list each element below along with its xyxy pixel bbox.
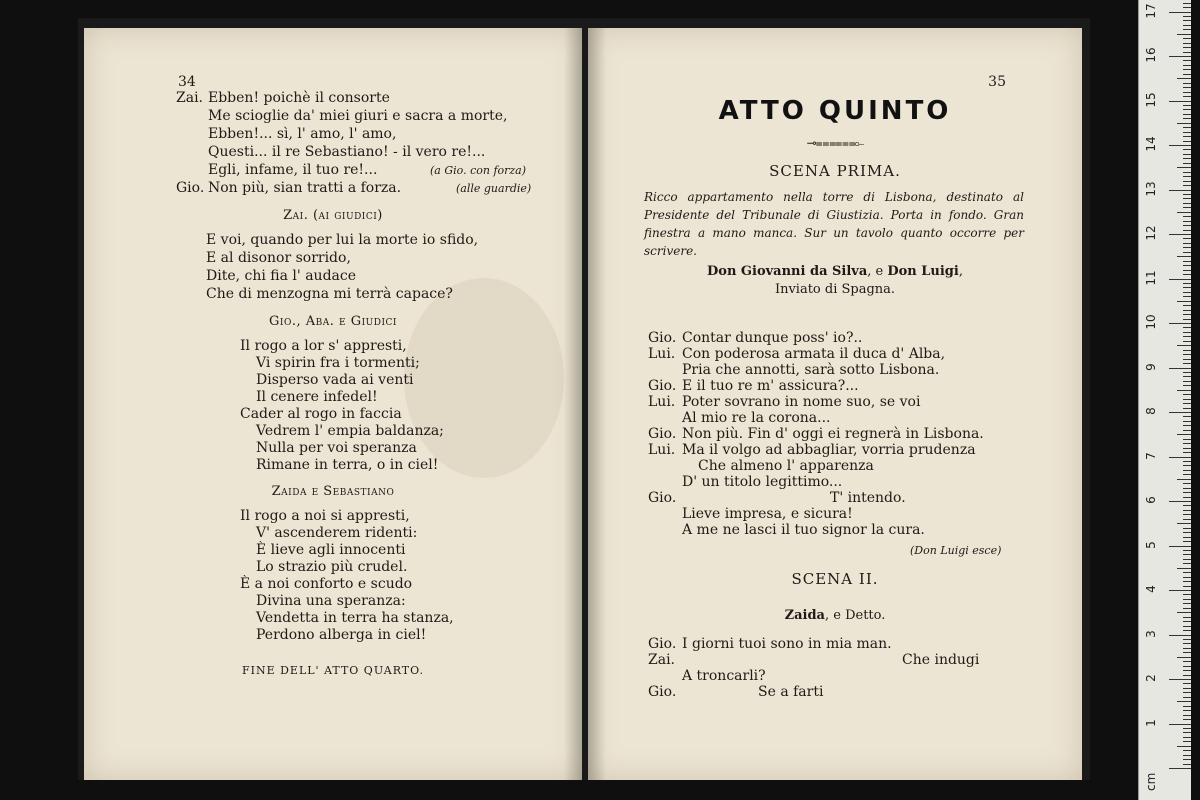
ruler-tick (1183, 715, 1191, 716)
ruler-tick (1183, 16, 1191, 17)
speaker: Gio. (648, 636, 677, 652)
ruler-tick (1183, 341, 1191, 342)
verse-line: Il rogo a noi si appresti, (240, 508, 410, 524)
verse-line: Cader al rogo in faccia (240, 406, 402, 422)
speaker: Gio. (648, 378, 677, 394)
dialogue-line: Ebben!... sì, l' amo, l' amo, (208, 126, 397, 142)
verse-line: Lo strazio più crudel. (256, 559, 408, 575)
ruler-tick (1183, 92, 1191, 93)
ruler-tick (1169, 234, 1191, 235)
ruler-tick (1183, 74, 1191, 75)
ruler-tick (1183, 296, 1191, 297)
verse-line: Dite, chi fia l' audace (206, 268, 357, 284)
ruler-tick (1183, 572, 1191, 573)
verse-line: Il cenere infedel! (256, 389, 378, 405)
ruler-tick (1183, 181, 1191, 182)
dialogue-line: Che almeno l' apparenza (698, 458, 874, 474)
ruler-tick (1183, 563, 1191, 564)
ruler-tick (1183, 648, 1191, 649)
ruler-number: 2 (1144, 674, 1158, 682)
ruler-tick (1183, 474, 1191, 475)
act-ending: FINE DELL' ATTO QUARTO. (241, 664, 425, 677)
ruler-tick (1183, 706, 1191, 707)
ruler-tick (1183, 332, 1191, 333)
ruler-tick (1169, 323, 1191, 324)
ruler-number: 15 (1144, 91, 1158, 108)
ruler-tick (1183, 399, 1191, 400)
dialogue-line: D' un titolo legittimo... (682, 474, 843, 490)
ruler-number: 3 (1144, 629, 1158, 638)
scene-description: Ricco appartamento nella torre di Lisbona, destinato al Presidente del Tribunale di Giustizia. Porta in fondo. Gran finestra a mano manca. Sur un tavolo quanto occorre per scrivere. (644, 190, 1024, 258)
dialogue-line: Se a farti (758, 684, 824, 700)
dialogue-line: Egli, infame, il tuo re!... (208, 162, 378, 178)
dialogue-line: I giorni tuoi sono in mia man. (682, 636, 892, 652)
ruler-tick (1183, 136, 1191, 137)
ruler-tick (1183, 510, 1191, 511)
ruler-tick (1183, 238, 1191, 239)
ruler-tick (1183, 247, 1191, 248)
character-name: Zaida (784, 608, 825, 623)
ruler-tick (1183, 310, 1191, 311)
act-title: ATTO QUINTO (718, 96, 952, 126)
ruler-number: 13 (1144, 180, 1158, 197)
ruler-tick (1183, 764, 1191, 765)
ruler-tick (1183, 252, 1191, 253)
characters-separator: , e (867, 264, 888, 279)
dialogue-line: Che indugi (902, 652, 980, 668)
ruler-tick (1183, 519, 1191, 520)
ruler-tick (1183, 439, 1191, 440)
ruler-number: 5 (1144, 540, 1158, 549)
ruler-tick (1183, 666, 1191, 667)
ruler-tick (1183, 69, 1191, 70)
ruler-tick (1183, 554, 1191, 555)
ruler-tick (1183, 470, 1191, 471)
ruler-tick (1183, 225, 1191, 226)
ruler-tick (1183, 319, 1191, 320)
dialogue-line: Ma il volgo ad abbagliar, vorria prudenza (682, 442, 976, 458)
ruler-tick (1183, 688, 1191, 689)
page-number: 35 (988, 74, 1006, 90)
ruler-tick (1183, 3, 1191, 4)
characters-separator: , e Detto. (824, 608, 886, 623)
ruler-tick (1183, 577, 1191, 578)
ruler-tick (1177, 78, 1191, 79)
ruler-tick (1183, 314, 1191, 315)
ruler-tick (1183, 626, 1191, 627)
ruler-tick (1183, 732, 1191, 733)
ruler-tick (1183, 381, 1191, 382)
ruler-tick (1183, 7, 1191, 8)
ruler-tick (1183, 755, 1191, 756)
ruler-tick (1183, 483, 1191, 484)
ruler-tick (1183, 43, 1191, 44)
speaker: Lui. (648, 442, 676, 458)
ruler-tick (1183, 403, 1191, 404)
speaker-heading: Zaida e Sebastiano (271, 484, 395, 499)
verse-line: Vedrem l' empia baldanza; (256, 423, 444, 439)
stage-direction: (Don Luigi esce) (910, 544, 1002, 557)
verse-line: Vendetta in terra ha stanza, (256, 610, 454, 626)
verse-line: Rimane in terra, o in ciel! (256, 457, 439, 473)
ruler-tick (1183, 710, 1191, 711)
ruler-tick (1177, 301, 1191, 302)
characters-line (588, 608, 1082, 623)
ruler-tick (1183, 354, 1191, 355)
ruler-tick (1183, 425, 1191, 426)
ruler-tick (1169, 457, 1191, 458)
ruler-tick (1183, 194, 1191, 195)
ruler-tick (1183, 599, 1191, 600)
right-page (588, 28, 1082, 780)
ruler-number: 7 (1144, 451, 1158, 460)
ruler-tick (1183, 207, 1191, 208)
ruler-tick (1183, 528, 1191, 529)
ruler-tick (1177, 612, 1191, 613)
scene-title: SCENA PRIMA. (769, 162, 901, 180)
ruler-tick (1169, 190, 1191, 191)
dialogue-line: Ebben! poichè il consorte (208, 90, 390, 106)
dialogue-line: E il tuo re m' assicura?... (682, 378, 859, 394)
ruler-tick (1183, 408, 1191, 409)
dialogue-line: Al mio re la corona... (682, 410, 831, 426)
ruler-tick (1183, 87, 1191, 88)
ruler-tick (1169, 679, 1191, 680)
speaker: Lui. (648, 394, 676, 410)
ruler-tick (1183, 492, 1191, 493)
ruler-tick (1169, 145, 1191, 146)
ruler-tick (1183, 697, 1191, 698)
ruler-tick (1183, 675, 1191, 676)
ruler-tick (1177, 212, 1191, 213)
ruler-tick (1183, 586, 1191, 587)
ruler-tick (1183, 741, 1191, 742)
ruler-number: 10 (1144, 314, 1158, 330)
ruler-tick (1183, 750, 1191, 751)
ruler-tick (1183, 608, 1191, 609)
ruler-tick (1183, 692, 1191, 693)
ruler-tick (1177, 434, 1191, 435)
ruler-tick (1183, 488, 1191, 489)
ruler-tick (1183, 221, 1191, 222)
verse-line: Perdono alberga in ciel! (256, 627, 427, 643)
verse-line: Disperso vada ai venti (256, 372, 414, 388)
ruler-tick (1183, 287, 1191, 288)
ruler-tick (1177, 34, 1191, 35)
ruler-tick (1183, 683, 1191, 684)
ruler-tick (1183, 270, 1191, 271)
dialogue-line: Non più. Fin d' oggi ei regnerà in Lisbona. (682, 426, 984, 442)
ruler-tick (1177, 167, 1191, 168)
ruler-tick (1183, 394, 1191, 395)
dialogue-line: T' intendo. (830, 490, 906, 506)
ruler-tick (1183, 550, 1191, 551)
ruler-tick (1183, 728, 1191, 729)
character-name: Don Giovanni da Silva (707, 264, 868, 279)
ruler-tick (1177, 657, 1191, 658)
verse-line: È a noi conforto e scudo (240, 576, 413, 592)
ruler-tick (1183, 532, 1191, 533)
speaker: Gio. (648, 684, 677, 700)
ruler-tick (1169, 412, 1191, 413)
ruler-tick (1183, 127, 1191, 128)
ruler-tick (1183, 430, 1191, 431)
ruler-tick (1183, 652, 1191, 653)
speaker: Gio. (648, 490, 677, 506)
dialogue-line: Pria che annotti, sarà sotto Lisbona. (682, 362, 940, 378)
ruler-tick (1183, 497, 1191, 498)
ruler-tick (1183, 65, 1191, 66)
ruler-tick (1183, 265, 1191, 266)
ruler-tick (1183, 118, 1191, 119)
ruler-tick (1183, 537, 1191, 538)
ruler-tick (1183, 327, 1191, 328)
ruler-tick (1183, 96, 1191, 97)
dialogue-line: Lieve impresa, e sicura! (682, 506, 853, 522)
ruler-tick (1183, 83, 1191, 84)
ruler-tick (1183, 630, 1191, 631)
ruler-tick (1177, 256, 1191, 257)
ruler-tick (1183, 261, 1191, 262)
ruler-tick (1169, 590, 1191, 591)
ruler-tick (1183, 38, 1191, 39)
ruler-tick (1169, 56, 1191, 57)
ruler-tick (1183, 452, 1191, 453)
character-name: Don Luigi (887, 264, 959, 279)
verse-line: Che di menzogna mi terrà capace? (206, 286, 453, 302)
ruler-tick (1177, 479, 1191, 480)
verse-line: Vi spirin fra i tormenti; (256, 355, 420, 371)
dialogue-line: Poter sovrano in nome suo, se voi (682, 394, 921, 410)
verse-line: È lieve agli innocenti (256, 542, 406, 558)
ruler-tick (1183, 60, 1191, 61)
ruler-tick (1183, 230, 1191, 231)
dialogue-line: Questi... il re Sebastiano! - il vero re!... (208, 144, 486, 160)
ruler-tick (1183, 243, 1191, 244)
speaker: Gio. (648, 426, 677, 442)
ruler-tick (1183, 621, 1191, 622)
ruler-number: 6 (1144, 496, 1158, 504)
ruler-tick (1183, 581, 1191, 582)
ruler-tick (1183, 198, 1191, 199)
ruler-tick (1183, 465, 1191, 466)
ruler-tick (1183, 283, 1191, 284)
ruler-tick (1183, 759, 1191, 760)
ruler-tick (1183, 47, 1191, 48)
character-subtitle: Inviato di Spagna. (774, 282, 896, 297)
ruler-tick (1183, 505, 1191, 506)
ruler-tick (1177, 523, 1191, 524)
characters-separator: , (958, 264, 963, 279)
ruler-tick (1183, 52, 1191, 53)
left-page (84, 28, 582, 780)
ruler-tick (1183, 176, 1191, 177)
ruler-tick (1183, 372, 1191, 373)
ruler-tick (1183, 141, 1191, 142)
ruler-tick (1183, 105, 1191, 106)
ruler-number: 16 (1144, 47, 1158, 63)
ruler-tick (1169, 501, 1191, 502)
characters-line (588, 264, 1082, 279)
ruler-number: 9 (1144, 362, 1158, 371)
scene-title: SCENA II. (791, 570, 879, 588)
ruler-tick (1169, 724, 1191, 725)
ruler-tick (1183, 336, 1191, 337)
ruler-number: 4 (1144, 585, 1158, 593)
ruler-tick (1183, 385, 1191, 386)
ruler-tick (1177, 345, 1191, 346)
ruler-tick (1183, 359, 1191, 360)
ruler-tick (1183, 216, 1191, 217)
dialogue-line: Con poderosa armata il duca d' Alba, (682, 346, 946, 362)
ruler-tick (1183, 29, 1191, 30)
ruler-tick (1183, 421, 1191, 422)
ruler-tick (1177, 701, 1191, 702)
ruler-number: 1 (1144, 718, 1158, 727)
ruler-unit: cm (1144, 772, 1158, 791)
ruler-tick (1169, 635, 1191, 636)
ruler-number: 12 (1144, 225, 1158, 241)
ruler-tick (1183, 149, 1191, 150)
speaker-heading: Zai. (ai giudici) (283, 208, 383, 223)
ruler-tick (1183, 719, 1191, 720)
ruler-tick (1177, 390, 1191, 391)
verse-line: E voi, quando per lui la morte io sfido, (206, 232, 479, 248)
ruler-tick (1183, 617, 1191, 618)
ruler-tick (1183, 416, 1191, 417)
verse-line: V' ascenderem ridenti: (256, 525, 418, 541)
dialogue-line: Non più, sian tratti a forza. (208, 180, 402, 196)
verse-line: Il rogo a lor s' appresti, (240, 338, 407, 354)
verse-line: E al disonor sorrido, (206, 250, 351, 266)
ruler-tick (1183, 639, 1191, 640)
open-book (78, 18, 1090, 780)
ruler-tick (1183, 154, 1191, 155)
ruler-tick (1183, 643, 1191, 644)
ruler-tick (1183, 363, 1191, 364)
ruler-tick (1183, 461, 1191, 462)
ruler-tick (1183, 559, 1191, 560)
ruler-tick (1169, 279, 1191, 280)
ruler-tick (1183, 109, 1191, 110)
ruler-tick (1169, 101, 1191, 102)
dialogue-line: Contar dunque poss' io?.. (682, 330, 863, 346)
ruler-tick (1183, 670, 1191, 671)
ruler-tick (1183, 25, 1191, 26)
dialogue-line: Me scioglie da' miei giuri e sacra a morte, (208, 108, 508, 124)
ruler-tick (1183, 737, 1191, 738)
speaker: Gio. (648, 330, 677, 346)
measuring-ruler (1138, 0, 1191, 800)
ruler-tick (1183, 376, 1191, 377)
ruler-tick (1183, 274, 1191, 275)
ruler-tick (1183, 185, 1191, 186)
ruler-tick (1183, 443, 1191, 444)
ruler-tick (1183, 132, 1191, 133)
ruler-tick (1183, 514, 1191, 515)
ruler-tick (1177, 746, 1191, 747)
ruler-tick (1183, 448, 1191, 449)
ruler-tick (1183, 158, 1191, 159)
ruler-tick (1183, 594, 1191, 595)
ruler-tick (1183, 292, 1191, 293)
speaker: Gio. (176, 180, 205, 196)
ruler-number: 14 (1144, 136, 1158, 152)
page-number: 34 (178, 74, 196, 90)
ruler-tick (1169, 368, 1191, 369)
ruler-tick (1177, 123, 1191, 124)
ruler-tick (1183, 350, 1191, 351)
speaker-heading: Gio., Aba. e Giudici (269, 314, 397, 329)
ruler-number: 17 (1144, 2, 1158, 19)
ruler-tick (1183, 541, 1191, 542)
verse-line: Divina una speranza: (256, 593, 406, 609)
ruler-tick (1183, 603, 1191, 604)
ruler-tick (1183, 163, 1191, 164)
ruler-tick (1183, 114, 1191, 115)
ruler-tick (1183, 203, 1191, 204)
ruler-tick (1177, 568, 1191, 569)
speaker: Zai. (648, 652, 676, 668)
ruler-tick (1169, 768, 1191, 769)
ornament-icon: ⊸⩶⩶⟜ (806, 136, 864, 150)
stage-direction: (alle guardie) (456, 182, 532, 195)
dialogue-line: A troncarli? (682, 668, 766, 684)
verse-line: Nulla per voi speranza (256, 440, 417, 456)
ruler-tick (1183, 172, 1191, 173)
ruler-number: 11 (1144, 269, 1158, 286)
ruler-tick (1169, 12, 1191, 13)
speaker: Lui. (648, 346, 676, 362)
ruler-tick (1183, 661, 1191, 662)
speaker: Zai. (176, 90, 204, 106)
stage-direction: (a Gio. con forza) (430, 164, 527, 177)
ruler-tick (1183, 20, 1191, 21)
ruler-number: 8 (1144, 407, 1158, 415)
ruler-tick (1183, 305, 1191, 306)
ruler-tick (1169, 546, 1191, 547)
dialogue-line: A me ne lasci il tuo signor la cura. (682, 522, 925, 538)
